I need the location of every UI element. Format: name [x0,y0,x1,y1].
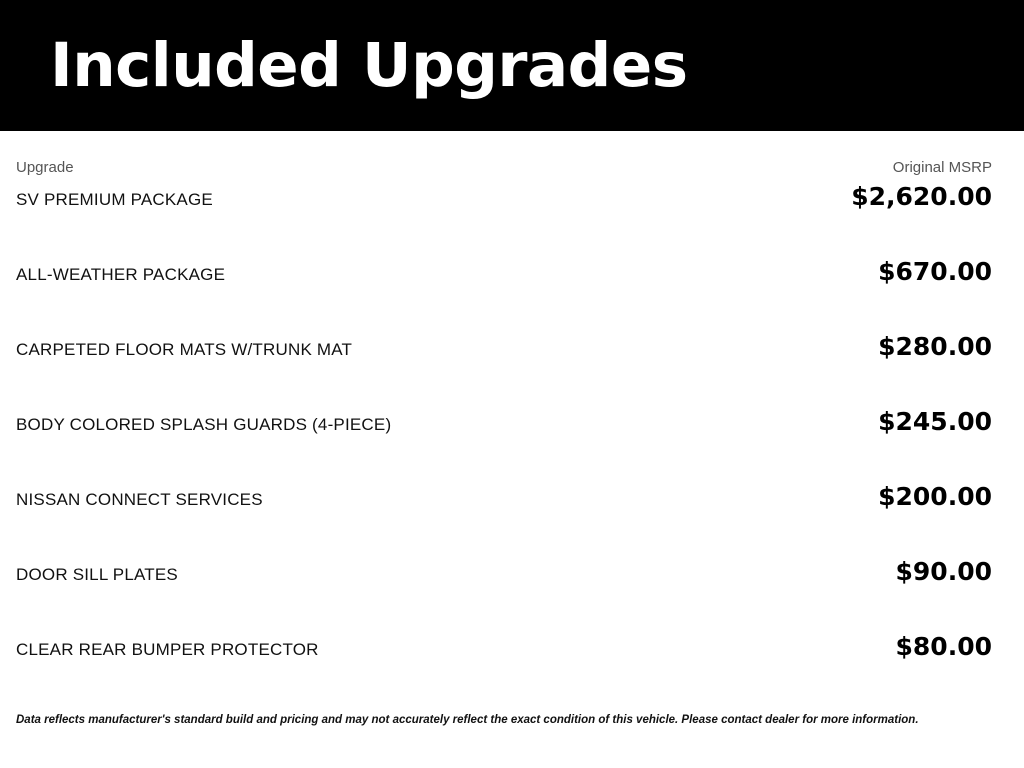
table-row [16,557,992,632]
upgrades-list [16,182,992,707]
upgrade-name: SV PREMIUM PACKAGE [16,190,213,209]
upgrade-price: $670.00 [878,257,992,286]
upgrade-price: $80.00 [895,632,992,661]
table-row [16,257,992,332]
upgrade-name: DOOR SILL PLATES [16,565,178,584]
upgrade-name: ALL-WEATHER PACKAGE [16,265,226,284]
column-header-original-msrp: Original MSRP [892,159,992,176]
table-row [16,407,992,482]
upgrade-price: $200.00 [878,482,992,511]
upgrade-price: $280.00 [878,332,992,361]
upgrade-name: CARPETED FLOOR MATS W/TRUNK MAT [16,340,353,359]
table-row [16,182,992,257]
table-column-headers [16,131,992,182]
page-header-band [0,0,1024,131]
disclaimer-footnote: Data reflects manufacturer's standard build and pricing and may not accurately reflect the exact condition of this vehicle. Please contact dealer for more information. [16,714,919,726]
upgrade-name: CLEAR REAR BUMPER PROTECTOR [16,640,319,659]
upgrade-price: $90.00 [895,557,992,586]
table-row [16,482,992,557]
page-title: Included Upgrades [50,30,688,101]
column-header-upgrade: Upgrade [16,159,74,176]
upgrade-price: $2,620.00 [851,182,992,211]
table-row [16,332,992,407]
upgrade-name: NISSAN CONNECT SERVICES [16,490,263,509]
table-row [16,632,992,707]
upgrades-content [0,131,1024,768]
upgrade-price: $245.00 [878,407,992,436]
upgrade-name: BODY COLORED SPLASH GUARDS (4-PIECE) [16,415,392,434]
